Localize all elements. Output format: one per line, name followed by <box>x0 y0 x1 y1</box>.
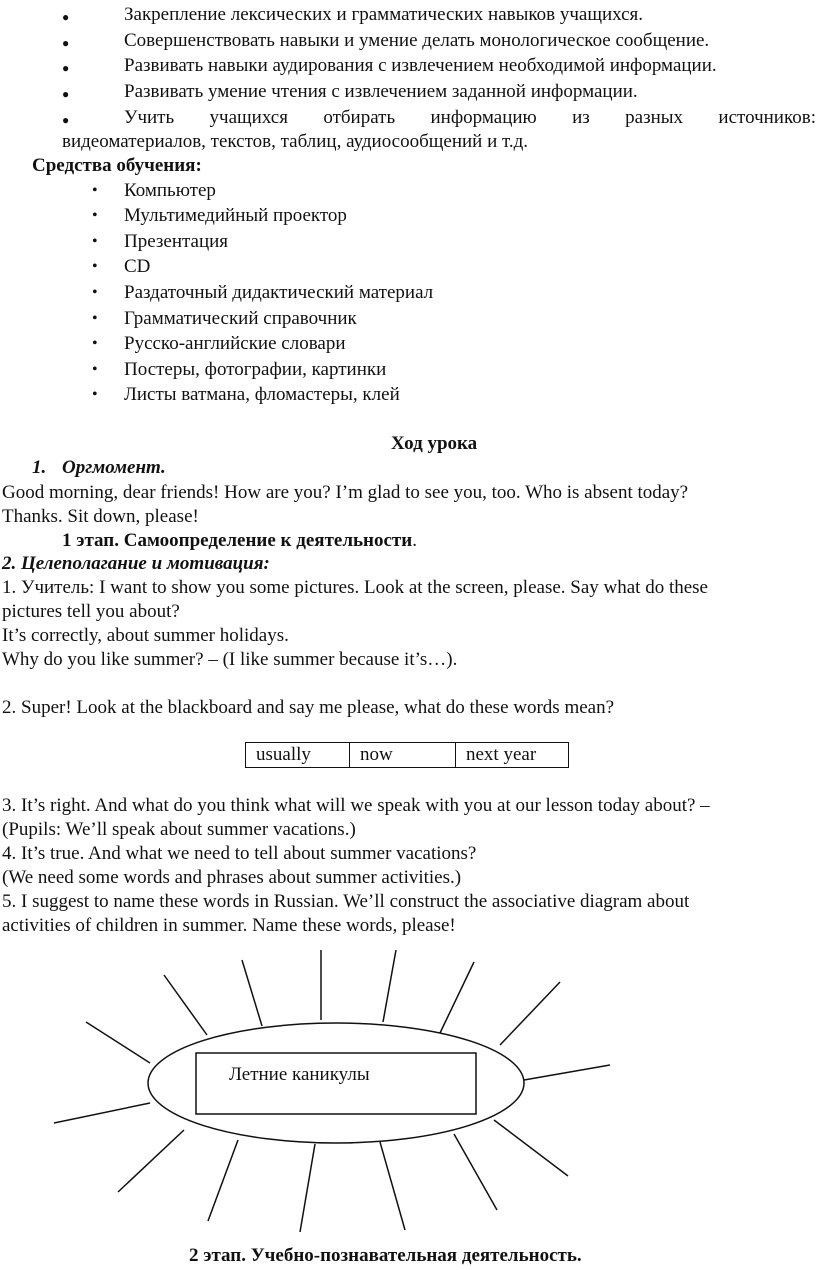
greeting-line: Good morning, dear friends! How are you? I’m glad to see you, too. Who is absent today? <box>2 482 689 503</box>
diagram-center-label: Летние каникулы <box>229 1064 370 1085</box>
means-item: Грамматический справочник <box>124 308 357 329</box>
stage-heading: 1 этап. Самоопределение к деятельности. <box>62 530 417 551</box>
bullet-icon: ● <box>62 87 70 101</box>
diagram-ray <box>118 1130 184 1192</box>
diagram-ray <box>383 950 396 1022</box>
objective-item: Закрепление лексических и грамматических навыков учащихся. <box>124 4 644 25</box>
bullet-icon: • <box>92 284 98 301</box>
bullet-icon: ● <box>62 113 70 127</box>
diagram-ray <box>380 1142 405 1230</box>
table-cell: now <box>350 743 456 767</box>
diagram-ray <box>440 962 474 1033</box>
means-item: Презентация <box>124 231 229 252</box>
paragraph-line: Why do you like summer? – (I like summer because it’s…). <box>2 649 458 670</box>
means-item: Русско-английские словари <box>124 333 346 354</box>
paragraph-line: It’s correctly, about summer holidays. <box>2 625 289 646</box>
means-item: Постеры, фотографии, картинки <box>124 359 387 380</box>
paragraph-line: activities of children in summer. Name these words, please! <box>2 915 456 936</box>
table-cell: usually <box>246 743 350 767</box>
objective-item: Совершенствовать навыки и умение делать монологическое сообщение. <box>124 30 710 51</box>
objective-item: Развивать умение чтения с извлечением заданной информации. <box>124 81 638 102</box>
stage-heading: 2 этап. Учебно-познавательная деятельность. <box>189 1245 582 1266</box>
bullet-icon: ● <box>62 10 70 24</box>
diagram-ray <box>454 1134 497 1210</box>
means-heading: Средства обучения: <box>32 155 202 176</box>
bullet-icon: • <box>92 207 98 224</box>
diagram-ray <box>300 1144 315 1232</box>
means-item: Мультимедийный проектор <box>124 205 347 226</box>
bullet-icon: • <box>92 182 98 199</box>
bullet-icon: • <box>92 258 98 275</box>
words-table <box>245 742 569 768</box>
greeting-line: Thanks. Sit down, please! <box>2 506 199 527</box>
paragraph-line: pictures tell you about? <box>2 601 180 622</box>
section-number: 1. <box>32 457 47 478</box>
bullet-icon: • <box>92 335 98 352</box>
objective-item-continuation: видеоматериалов, текстов, таблиц, аудиосообщений и т.д. <box>62 131 529 152</box>
bullet-icon: • <box>92 386 98 403</box>
section-title: 2. Целеполагание и мотивация: <box>2 553 270 574</box>
lesson-heading: Ход урока <box>391 433 478 454</box>
diagram-ray <box>524 1065 610 1080</box>
means-item: Раздаточный дидактический материал <box>124 282 434 303</box>
bullet-icon: ● <box>62 36 70 50</box>
bullet-icon: • <box>92 233 98 250</box>
diagram-ray <box>54 1103 150 1123</box>
paragraph-line: 4. It’s true. And what we need to tell about summer vacations? <box>2 843 477 864</box>
paragraph-line: 1. Учитель: I want to show you some pictures. Look at the screen, please. Say what do these <box>2 577 708 598</box>
means-item: Листы ватмана, фломастеры, клей <box>124 384 400 405</box>
table-cell: next year <box>466 744 537 765</box>
diagram-ray <box>164 975 207 1035</box>
paragraph-line: 2. Super! Look at the blackboard and say me please, what do these words mean? <box>2 697 615 718</box>
section-title: Оргмомент. <box>62 457 166 478</box>
diagram-ray <box>494 1120 568 1176</box>
associative-diagram <box>0 940 816 1240</box>
objective-item-justified: Учить учащихся отбирать информацию из разных источников: <box>124 107 816 128</box>
paragraph-line: 3. It’s right. And what do you think what will we speak with you at our lesson today about? – <box>2 795 710 816</box>
diagram-ray <box>86 1022 150 1063</box>
objective-item: Развивать навыки аудирования с извлечением необходимой информации. <box>124 55 717 76</box>
paragraph-line: 5. I suggest to name these words in Russian. We’ll construct the associative diagram about <box>2 891 690 912</box>
paragraph-line: (We need some words and phrases about summer activities.) <box>2 867 462 888</box>
bullet-icon: • <box>92 310 98 327</box>
bullet-icon: • <box>92 361 98 378</box>
bullet-icon: ● <box>62 61 70 75</box>
means-item: CD <box>124 256 151 277</box>
diagram-ray <box>242 960 262 1026</box>
diagram-ray <box>500 982 560 1045</box>
means-item: Компьютер <box>124 180 216 201</box>
paragraph-line: (Pupils: We’ll speak about summer vacations.) <box>2 819 356 840</box>
diagram-ray <box>208 1140 238 1221</box>
